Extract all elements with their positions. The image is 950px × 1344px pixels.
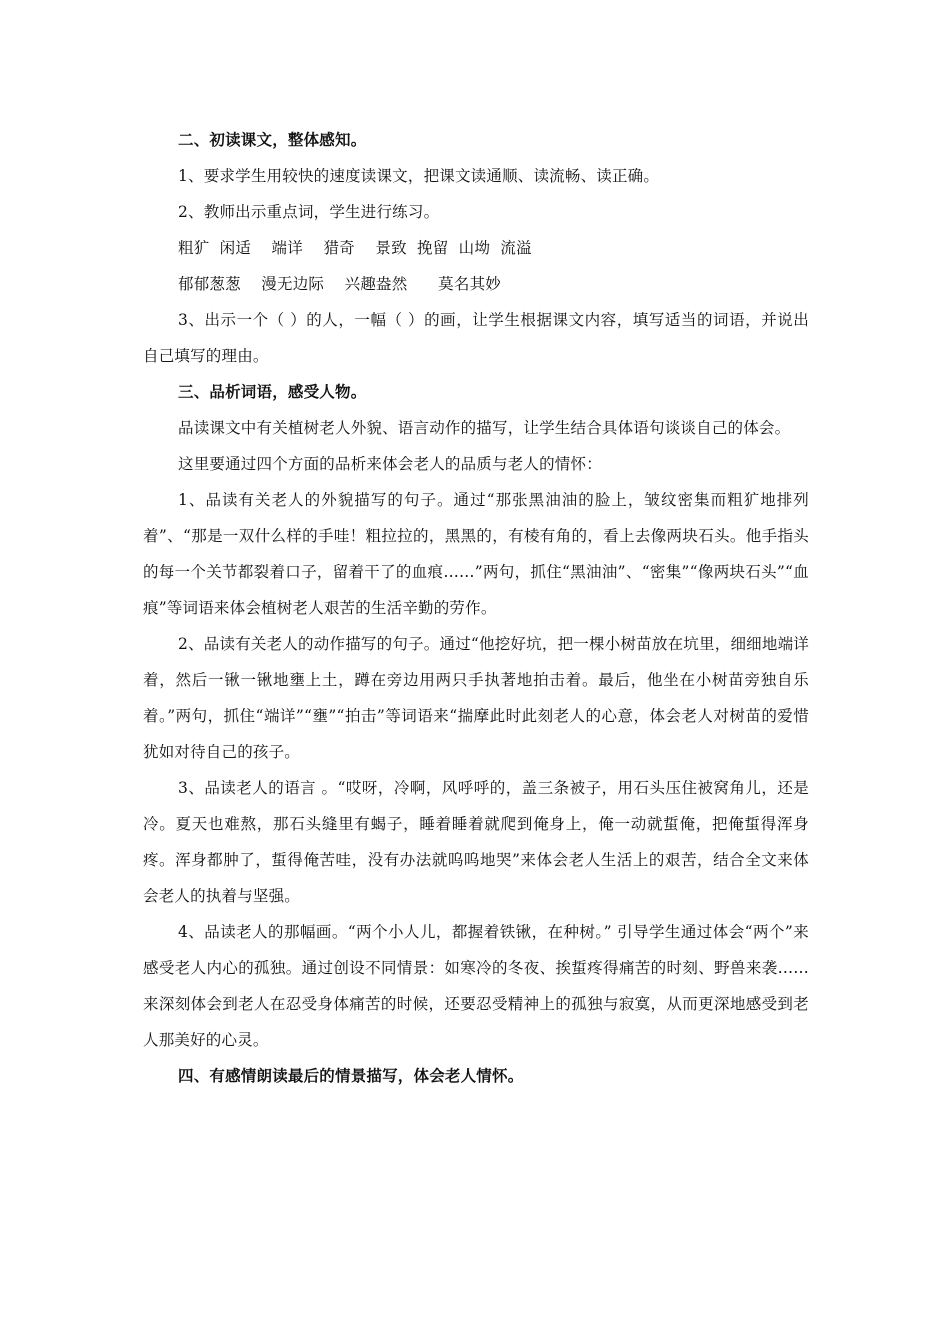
paragraph: 这里要通过四个方面的品析来体会老人的品质与老人的情怀： — [178, 455, 602, 473]
section-heading-3: 三、品析词语，感受人物。 — [178, 382, 367, 401]
paragraph: 4、品读老人的那幅画。“两个小人儿，都握着铁锹，在种树。” 引导学生通过体会“两个”来感受老人内心的孤独。通过创设不同情景：如寒冷的冬夜、挨蜇疼得痛苦的时刻、野兽来袭……来深刻体会到老人在忍受身体痛苦的时候，还要忍受精神上的孤独与寂寞，从而更深地感受到老人那美好的心灵。 — [143, 923, 809, 1049]
section-heading-4: 四、有感情朗读最后的情景描写，体会老人情怀。 — [178, 1066, 524, 1085]
paragraph: 品读课文中有关植树老人外貌、语言动作的描写，让学生结合具体语句谈谈自己的体会。 — [178, 419, 791, 437]
paragraph: 1、要求学生用较快的速度读课文，把课文读通顺、读流畅、读正确。 — [178, 167, 660, 185]
paragraph: 3、出示一个（ ）的人，一幅（ ）的画，让学生根据课文内容，填写适当的词语，并说出自己填写的理由。 — [143, 311, 809, 365]
document-body — [143, 122, 809, 1094]
paragraph: 1、品读有关老人的外貌描写的句子。通过“那张黑油油的脸上，皱纹密集而粗犷地排列着”、“那是一双什么样的手哇！粗拉拉的，黑黑的，有棱有角的，看上去像两块石头。他手指头的每一个关节都裂着口子，留着干了的血痕……”两句，抓住“黑油油”、“密集”“像两块石头”“血痕”等词语来体会植树老人艰苦的生活辛勤的劳作。 — [143, 491, 809, 617]
paragraph: 3、品读老人的语言 。“哎呀，冷啊，风呼呼的，盖三条被子，用石头压住被窝角儿，还是冷。夏天也难熬，那石头缝里有蝎子，睡着睡着就爬到俺身上，俺一动就蜇俺，把俺蜇得浑身疼。浑身都肿了，蜇得俺苦哇，没有办法就呜呜地哭”来体会老人生活上的艰苦，结合全文来体会老人的执着与坚强。 — [143, 779, 809, 905]
paragraph: 2、教师出示重点词，学生进行练习。 — [178, 203, 440, 221]
vocabulary-line-1: 粗犷 闲适 端详 猎奇 景致 挽留 山坳 流溢 — [178, 239, 532, 257]
section-heading-2: 二、初读课文，整体感知。 — [178, 130, 367, 149]
paragraph: 2、品读有关老人的动作描写的句子。通过“他挖好坑，把一棵小树苗放在坑里，细细地端详着，然后一锹一锹地壅上土，蹲在旁边用两只手执著地拍击着。最后，他坐在小树苗旁独自乐着。”两句，抓住“端详”“壅”“拍击”等词语来“揣摩此时此刻老人的心意，体会老人对树苗的爱惜犹如对待自己的孩子。 — [143, 635, 809, 761]
vocabulary-line-2: 郁郁葱葱 漫无边际 兴趣盎然 莫名其妙 — [178, 275, 501, 293]
